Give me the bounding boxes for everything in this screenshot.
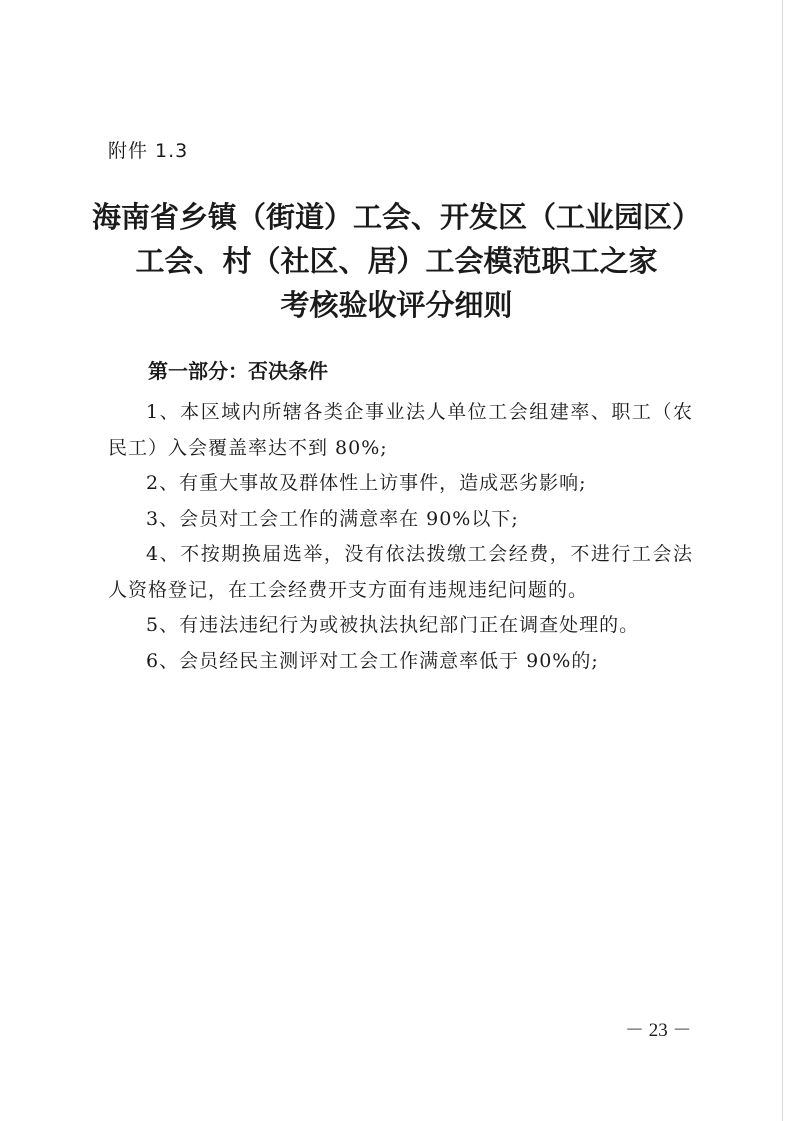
- list-item: 5、有违法违纪行为或被执法执纪部门正在调查处理的。: [146, 614, 640, 636]
- document-title: [90, 195, 703, 327]
- veto-conditions-list: [108, 395, 693, 679]
- list-item: 2、有重大事故及群体性上访事件，造成恶劣影响;: [146, 472, 587, 494]
- page-number: － 23 －: [625, 1020, 692, 1041]
- list-item: 3、会员对工会工作的满意率在 90%以下;: [146, 507, 519, 530]
- title-line-2: 工会、村（社区、居）工会模范职工之家: [135, 244, 658, 278]
- section-heading: 第一部分：否决条件: [148, 359, 328, 383]
- list-item: 6、会员经民主测评对工会工作满意率低于 90%的;: [146, 649, 599, 672]
- title-line-3: 考核验收评分细则: [280, 288, 513, 322]
- attachment-label: 附件 1.3: [108, 140, 189, 162]
- scan-edge-line: [782, 0, 783, 1121]
- title-line-1: 海南省乡镇（街道）工会、开发区（工业园区）: [91, 200, 701, 234]
- list-item: 1、本区域内所辖各类企事业法人单位工会组建率、职工（农民工）入会覆盖率达不到 80%;: [108, 401, 693, 459]
- list-item: 4、不按期换届选举，没有依法拨缴工会经费，不进行工会法人资格登记，在工会经费开支方面有违规违纪问题的。: [108, 543, 693, 601]
